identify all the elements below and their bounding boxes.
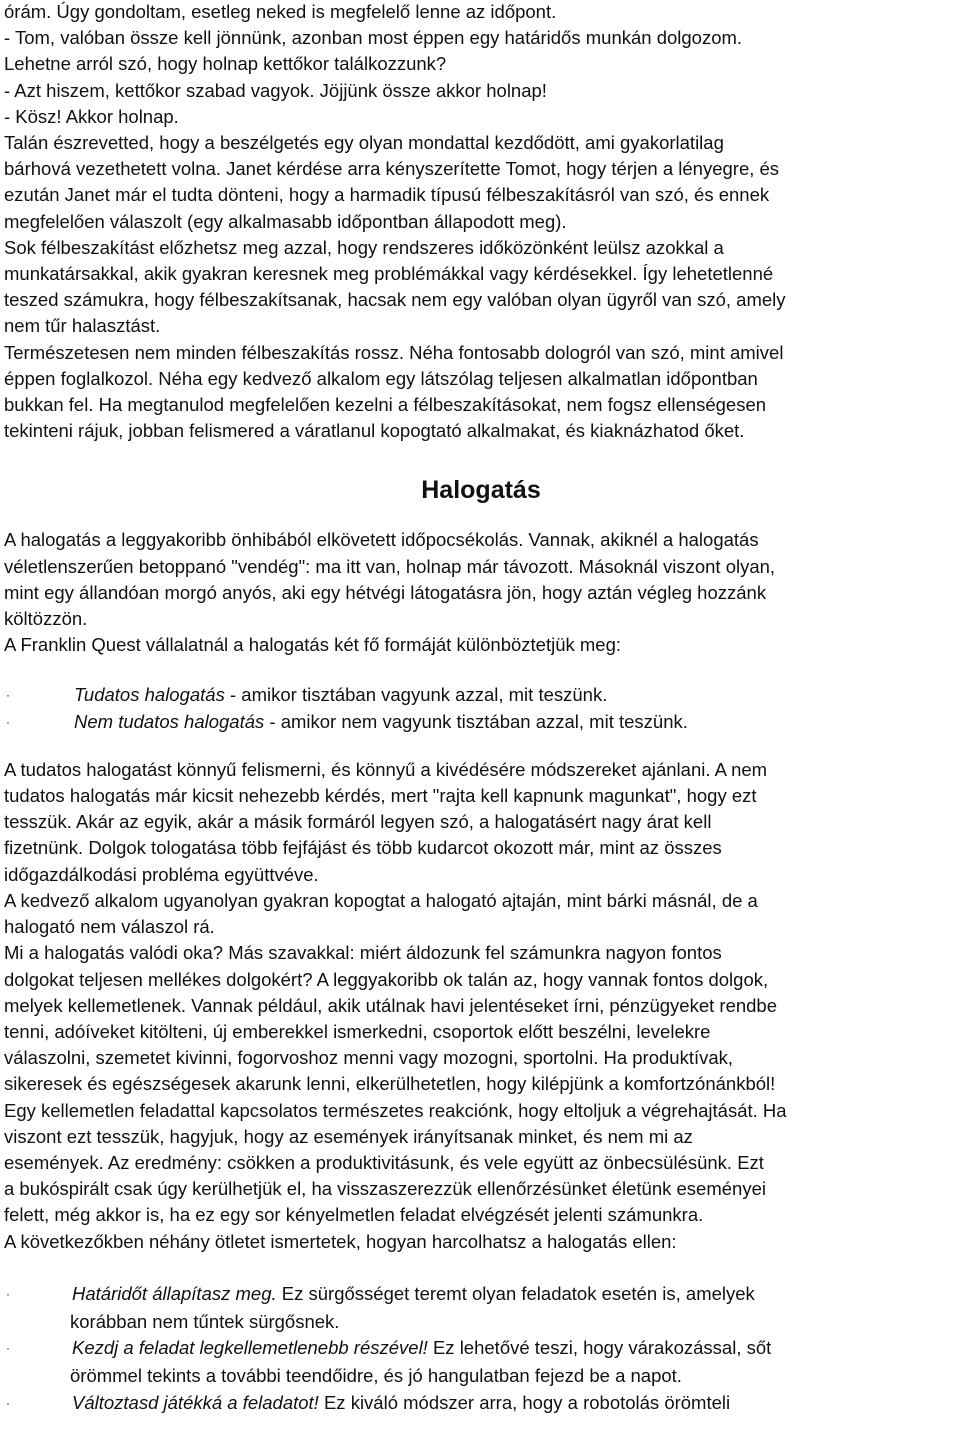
text-line: költözzön. [4,608,88,630]
text-line: - Kösz! Akkor holnap. [4,105,179,127]
text-line: éppen foglalkozol. Néha egy kedvező alkalom egy látszólag teljesen alkalmatlan időpontban [4,367,758,389]
text-line: megfelelően válaszolt (egy alkalmasabb időpontban állapodott meg). [4,210,567,232]
bullet-icon: · [6,714,10,729]
text-line: mint egy állandóan morgó anyós, aki egy hétvégi látogatásra jön, hogy aztán végleg hozzánk [4,581,767,603]
bullet-icon: · [6,688,10,703]
text-line: viszont ezt tesszük, hagyjuk, hogy az események irányítsanak minket, és nem mi az [4,1125,693,1147]
text-line: fizetnünk. Dolgok tologatása több fejfájást és több kudarcot okozott már, mint az összes [4,837,722,859]
list-item [4,1281,958,1335]
text-line: melyek kellemetlenek. Vannak például, akik utálnak havi jelentéseket írni, pénzügyeket rendbe [4,994,778,1016]
text-line: A Franklin Quest vállalatnál a halogatás két fő formáját különböztetjük meg: [4,634,622,656]
text-line: tenni, adóíveket kitölteni, új emberekkel ismerkedni, csoportok előtt beszélni, levelekre [4,1020,711,1042]
list-item [4,682,958,708]
text-line: a bukóspirált csak úgy kerülhetjük el, ha visszaszerezzük ellenőrzésünket életünk eseményei [4,1178,766,1200]
text-line: - Tom, valóban össze kell jönnünk, azonban most éppen egy határidős munkán dolgozom. [4,27,743,49]
list-item-term: Kezdj a feladat legkellemetlenebb részével! [72,1337,428,1359]
list-item [4,1390,958,1416]
text-line: bárhová vezethetett volna. Janet kérdése arra kényszerítette Tomot, hogy térjen a lényegre, és [4,158,780,180]
text-line: Mi a halogatás valódi oka? Más szavakkal: miért áldozunk fel számunkra nagyon fontos [4,942,722,964]
list-item-term: Határidőt állapítasz meg. [72,1282,277,1304]
text-line: felett, még akkor is, ha ez egy sor kényelmetlen feladat elvégzését jelenti számunkra. [4,1204,704,1226]
text-line: válaszolni, szemetet kivinni, fogorvoshoz menni vagy mozogni, sportolni. Ha produktívak, [4,1047,734,1069]
bullet-icon: · [6,1286,10,1301]
section-paragraphs-b [4,757,958,1255]
list-item-text: - amikor tisztában vagyunk azzal, mit teszünk. [224,684,608,706]
text-line: teszed számukra, hogy félbeszakítsanak, hacsak nem egy valóban olyan ügyről van szó, amely [4,289,786,311]
text-line: Lehetne arról szó, hogy holnap kettőkor találkozzunk? [4,53,447,75]
text-line: bukkan fel. Ha megtanulod megfelelően kezelni a félbeszakításokat, nem fogsz ellenségesen [4,394,767,416]
text-line: A halogatás a leggyakoribb önhibából elkövetett időpocsékolás. Vannak, akiknél a halogatás [4,529,759,551]
bullet-list-forms [4,682,958,734]
text-line: Sok félbeszakítást előzhetsz meg azzal, hogy rendszeres időközönként leülsz azokkal a [4,236,724,258]
intro-section [4,0,958,444]
list-item [4,709,958,735]
list-item-term: Változtasd játékká a feladatot! [72,1391,319,1413]
text-line: - Azt hiszem, kettőkor szabad vagyok. Jöjjünk össze akkor holnap! [4,79,547,101]
document-page [4,0,958,1418]
text-line: Egy kellemetlen feladattal kapcsolatos természetes reakciónk, hogy eltoljuk a végrehajtását. Ha [4,1099,787,1121]
list-item-term: Nem tudatos halogatás [74,710,265,732]
list-item-text: Ez kiváló módszer arra, hogy a robotolás örömteli [318,1391,731,1413]
text-line: tesszük. Akár az egyik, akár a másik formáról legyen szó, a halogatásért nagy árat kell [4,811,712,833]
text-line: Talán észrevetted, hogy a beszélgetés egy olyan mondattal kezdődött, ami gyakorlatilag [4,132,724,154]
text-line: halogató nem válaszol rá. [4,916,215,938]
text-line: A következőkben néhány ötletet ismertetek, hogyan harcolhatsz a halogatás ellen: [4,1230,677,1252]
bullet-icon: · [6,1341,10,1356]
list-item-text: Ez sürgősséget teremt olyan feladatok esetén is, amelyek [276,1282,755,1304]
text-line: események. Az eredmény: csökken a produktivitásunk, és vele együtt az önbecsülésünk. Ezt [4,1151,764,1173]
text-line: nem tűr halasztást. [4,315,161,337]
text-line: véletlenszerűen betoppanó "vendég": ma itt van, holnap már távozott. Másoknál viszont olyan, [4,555,776,577]
text-line: tudatos halogatás már kicsit nehezebb kérdés, mert "rajta kell kapnunk magunkat", hogy ezt [4,785,757,807]
text-line: munkatársakkal, akik gyakran keresnek meg problémákkal vagy kérdésekkel. Így lehetetlenné [4,263,774,285]
text-line: A tudatos halogatást könnyű felismerni, és könnyű a kivédésére módszereket ajánlani. A nem [4,758,768,780]
text-line: tekinteni rájuk, jobban felismered a váratlanul kopogtató alkalmakat, és kiaknázhatod őket. [4,420,745,442]
list-item-continuation: korábban nem tűntek sürgősnek. [70,1310,340,1332]
text-line: ezután Janet már el tudta dönteni, hogy a harmadik típusú félbeszakításról van szó, és ennek [4,184,770,206]
text-line: órám. Úgy gondoltam, esetleg neked is megfelelő lenne az időpont. [4,1,557,22]
bullet-list-tips [4,1281,958,1416]
list-item-text: - amikor nem vagyunk tisztában azzal, mit teszünk. [264,710,688,732]
list-item-text: Ez lehetővé teszi, hogy várakozással, sőt [427,1337,772,1359]
section-heading: Halogatás [421,476,541,505]
text-line: A kedvező alkalom ugyanolyan gyakran kopogtat a halogató ajtaján, mint bárki másnál, de a [4,889,758,911]
list-item-term: Tudatos halogatás [74,684,225,706]
text-line: sikeresek és egészségesek akarunk lenni, elkerülhetetlen, hogy kilépjünk a komfortzónánkból! [4,1073,776,1095]
text-line: időgazdálkodási probléma együttvéve. [4,863,319,885]
bullet-icon: · [6,1395,10,1410]
list-item [4,1335,958,1389]
text-line: Természetesen nem minden félbeszakítás rossz. Néha fontosabb dologról van szó, mint amivel [4,341,784,363]
list-item-continuation: örömmel tekints a további teendőidre, és jó hangulatban fejezd be a napot. [70,1365,682,1387]
text-line: dolgokat teljesen mellékes dolgokért? A leggyakoribb ok talán az, hogy vannak fontos dolgok, [4,968,769,990]
section-paragraphs-a [4,527,958,658]
